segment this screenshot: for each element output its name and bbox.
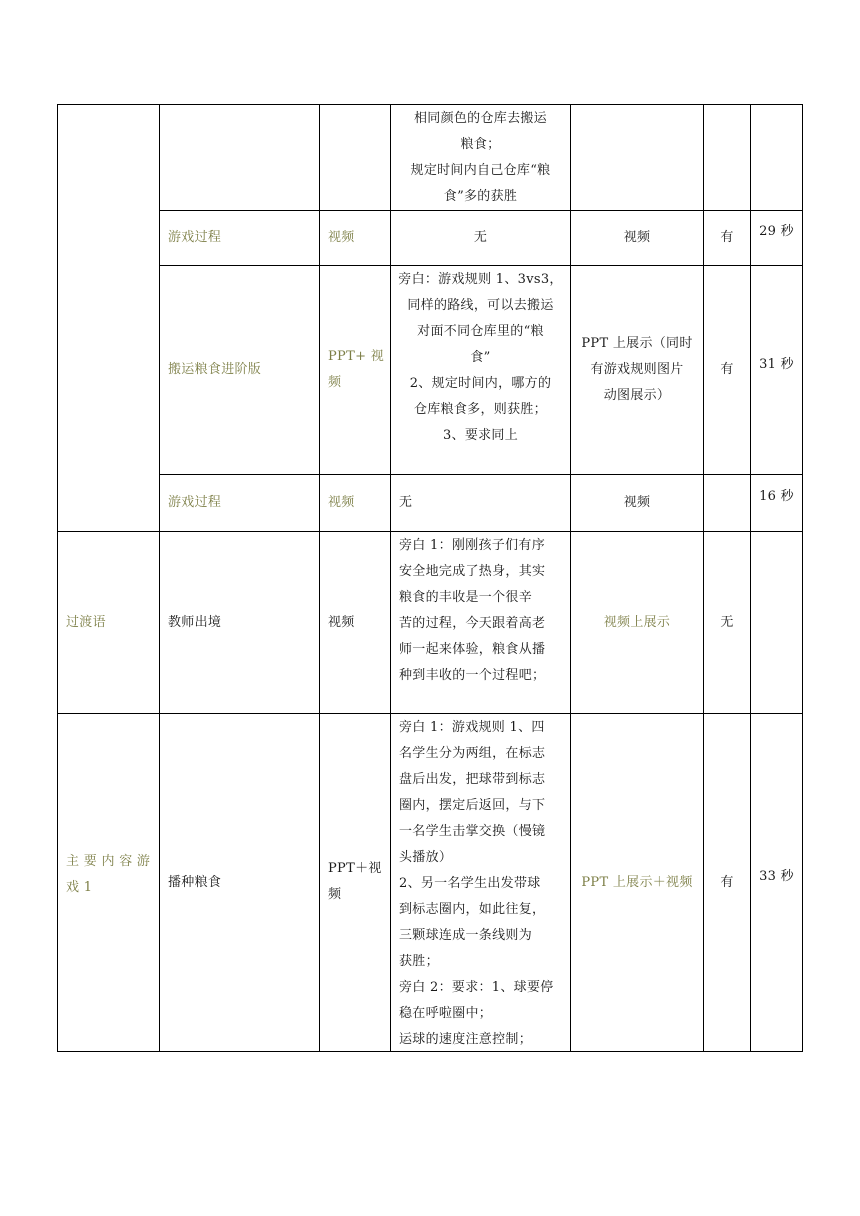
row3-form-line: 频 [328,375,342,390]
col-divider [319,104,320,1052]
row6-content-line: 头播放） [399,850,453,865]
row3-form-line: PPT+ 视 [328,349,384,364]
row5-content-line: 旁白 1：刚刚孩子们有序 [399,538,546,553]
row3-content-line: 食” [470,350,491,365]
row6-content-line: 旁白 2：要求：1、球要停 [399,980,554,995]
row6-content-cell [399,715,569,1053]
row5-content-line: 苦的过程，今天跟着高老 [399,616,546,631]
row4-link-cell: 游戏过程 [168,495,222,510]
row6-content-line: 名学生分为两组，在标志 [399,746,546,761]
row3-music-cell: 有 [720,362,734,377]
row3-display-line: 动图展示） [603,388,671,403]
row2-time-cell: 29 秒 [759,224,794,239]
row6-content-line: 运球的速度注意控制； [399,1032,533,1047]
row6-content-line: 2、另一名学生出发带球 [399,876,541,891]
row6-form-cell [328,856,388,908]
row1-content-line: 粮食； [460,137,501,152]
row2-form-cell: 视频 [328,230,355,245]
col-divider [57,104,58,1052]
col-divider [750,104,751,1052]
row6-section-line: 戏 1 [66,880,93,895]
row3-time-cell: 31 秒 [759,357,794,372]
row4-time-cell: 16 秒 [759,489,794,504]
row5-display-cell: 视频上展示 [603,614,671,630]
row2-music-cell: 有 [720,230,734,245]
row5-link-cell: 教师出境 [168,614,222,630]
row5-section-cell: 过渡语 [66,614,106,630]
row2-display-cell: 视频 [623,230,651,245]
row3-display-line: 有游戏规则图片 [590,362,684,377]
row5-content-line: 粮食的丰收是一个很辛 [399,590,533,605]
row6-display-cell: PPT 上展示＋视频 [581,874,693,890]
row6-content-line: 到标志圈内，如此往复， [399,902,546,917]
row1-content-line: 食”多的获胜 [443,189,518,204]
row3-display-cell [571,331,703,409]
row4-display-cell: 视频 [623,495,651,510]
row6-content-line: 旁白 1：游戏规则 1、四 [399,720,545,735]
row3-content-line: 同样的路线，可以去搬运 [407,298,554,313]
row4-form-cell: 视频 [328,495,355,510]
row4-music-cell [704,475,750,531]
row3-content-line: 3、要求同上 [442,428,519,443]
row5-content-line: 安全地完成了热身，其实 [399,564,546,579]
row3-content-line: 2、规定时间内，哪方的 [409,376,552,391]
row3-content-cell [391,265,570,449]
row6-music-cell: 有 [720,874,734,890]
row1-content-line: 规定时间内自己仓库“粮 [410,163,551,178]
row2-link-cell: 游戏过程 [168,230,222,245]
row3-display-line: PPT 上展示（同时 [581,336,693,351]
row5-music-cell: 无 [720,614,734,630]
row3-content-line: 对面不同仓库里的“粮 [417,324,544,339]
row6-content-line: 获胜； [399,954,439,969]
row5-content-line: 师一起来体验，粮食从播 [399,642,546,657]
row3-link-cell: 搬运粮食进阶版 [168,362,262,377]
row3-content-line: 旁白：游戏规则 1、3vs3， [398,272,563,287]
row1-content-cell [391,104,570,210]
row3-content-line: 仓库粮食多，则获胜； [413,402,547,417]
row6-time-cell: 33 秒 [759,869,794,884]
row5-form-cell: 视频 [328,614,355,630]
row6-form-line: PPT＋视 [328,861,382,876]
row4-content-cell: 无 [399,495,413,510]
row6-section-line: 主 要 内 容 游 [66,854,151,869]
row6-link-cell: 播种粮食 [168,874,222,890]
row6-content-line: 一名学生击掌交换（慢镜 [399,824,546,839]
row6-section-cell [66,849,158,901]
row6-form-line: 频 [328,887,342,902]
table-right-border [802,104,803,1052]
row3-form-cell [328,344,388,396]
col-divider [159,104,160,1052]
row6-content-line: 稳在呼啦圈中； [399,1006,493,1021]
row5-content-line: 种到丰收的一个过程吧； [399,668,546,683]
row1-content-line: 相同颜色的仓库去搬运 [413,111,547,126]
row5-content-cell [399,533,569,689]
row6-content-line: 盘后出发，把球带到标志 [399,772,546,787]
row6-content-line: 三颗球连成一条线则为 [399,928,533,943]
row2-content-cell: 无 [473,230,488,245]
row6-content-line: 圈内，摆定后返回，与下 [399,798,546,813]
